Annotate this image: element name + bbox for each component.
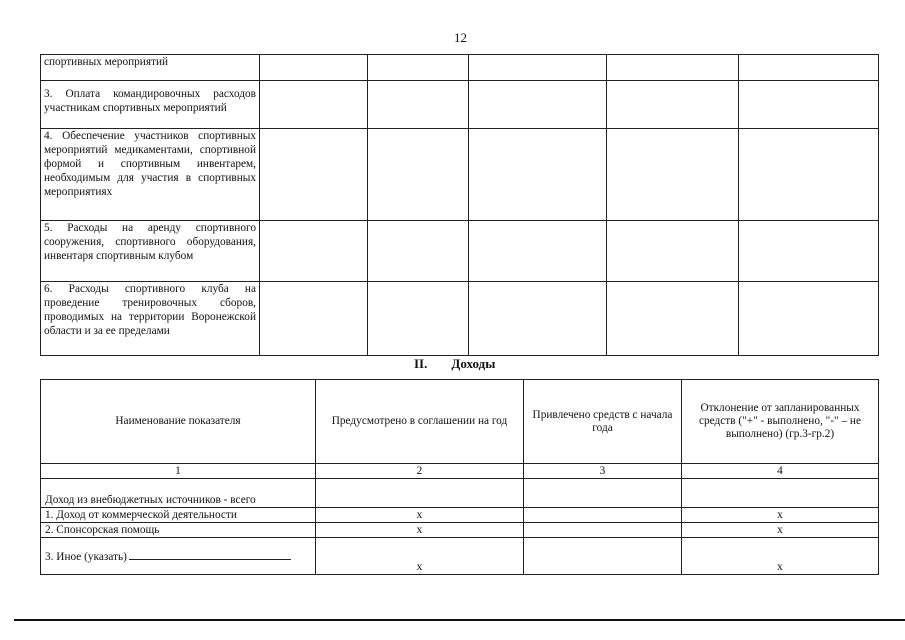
- column-header: Привлечено средств с начала года: [524, 380, 682, 464]
- income-label-cell: [41, 538, 316, 575]
- empty-cell: [260, 129, 368, 221]
- header-row: [41, 380, 879, 464]
- income-planned: х: [316, 508, 524, 523]
- empty-cell: [739, 221, 879, 282]
- column-number: 1: [41, 464, 316, 479]
- fill-in-line: [129, 548, 291, 560]
- empty-cell: [469, 55, 607, 81]
- expense-name-cell: [41, 81, 260, 129]
- table-row: [41, 81, 879, 129]
- table-row: [41, 221, 879, 282]
- column-number-row: [41, 464, 879, 479]
- expense-name-cell: [41, 221, 260, 282]
- empty-cell: [739, 55, 879, 81]
- section-number: II.: [414, 356, 428, 371]
- table-row: [41, 479, 879, 508]
- income-deviation: [682, 479, 879, 508]
- income-deviation: х: [682, 508, 879, 523]
- table-row: [41, 538, 879, 575]
- empty-cell: [469, 129, 607, 221]
- expense-name: 3. Оплата командировочных расходов участникам спортивных мероприятий: [44, 88, 256, 114]
- column-header: Отклонение от запланированных средств ("+" - выполнено, "-" – не выполнено) (гр.3-гр.2): [682, 380, 879, 464]
- empty-cell: [469, 282, 607, 356]
- empty-cell: [368, 55, 469, 81]
- expense-name-cell: [41, 55, 260, 81]
- empty-cell: [739, 129, 879, 221]
- column-number: 2: [316, 464, 524, 479]
- expense-name: спортивных мероприятий: [44, 56, 169, 68]
- table-row: [41, 55, 879, 81]
- empty-cell: [469, 81, 607, 129]
- income-planned: х: [316, 523, 524, 538]
- page-number: 12: [454, 30, 467, 45]
- income-raised: [524, 508, 682, 523]
- income-table: [40, 379, 879, 575]
- expense-name-cell: [41, 282, 260, 356]
- income-deviation: х: [682, 538, 879, 575]
- empty-cell: [368, 81, 469, 129]
- empty-cell: [607, 282, 739, 356]
- table-row: [41, 523, 879, 538]
- column-header: Наименование показателя: [41, 380, 316, 464]
- section-heading: [414, 356, 495, 372]
- expense-name: 6. Расходы спортивного клуба на проведение тренировочных сборов, проводимых на территории Воронежской области и за ее пределами: [44, 283, 256, 337]
- expense-name: 4. Обеспечение участников спортивных мероприятий медикаментами, спортивной формой и спортивным инвентарем, необходимым для участия в спортивных мероприятиях: [44, 130, 256, 198]
- income-planned: х: [316, 538, 524, 575]
- section-title: Доходы: [451, 356, 496, 371]
- income-label: Доход из внебюджетных источников - всего: [41, 479, 316, 508]
- empty-cell: [260, 282, 368, 356]
- income-planned: [316, 479, 524, 508]
- empty-cell: [469, 221, 607, 282]
- income-label: 2. Спонсорская помощь: [41, 523, 316, 538]
- income-raised: [524, 479, 682, 508]
- table-row: [41, 508, 879, 523]
- income-raised: [524, 523, 682, 538]
- bottom-rule: [14, 619, 905, 621]
- empty-cell: [260, 55, 368, 81]
- income-deviation: х: [682, 523, 879, 538]
- income-label: 3. Иное (указать): [45, 551, 127, 563]
- empty-cell: [607, 81, 739, 129]
- empty-cell: [739, 282, 879, 356]
- column-number: 4: [682, 464, 879, 479]
- empty-cell: [260, 81, 368, 129]
- table-row: [41, 282, 879, 356]
- column-header: Предусмотрено в соглашении на год: [316, 380, 524, 464]
- empty-cell: [607, 129, 739, 221]
- expense-name: 5. Расходы на аренду спортивного сооружения, спортивного оборудования, инвентаря спортивным клубом: [44, 222, 256, 262]
- empty-cell: [739, 81, 879, 129]
- empty-cell: [607, 221, 739, 282]
- income-label: 1. Доход от коммерческой деятельности: [41, 508, 316, 523]
- empty-cell: [368, 282, 469, 356]
- expense-name-cell: [41, 129, 260, 221]
- empty-cell: [607, 55, 739, 81]
- expenses-table: [40, 54, 879, 356]
- table-row: [41, 129, 879, 221]
- empty-cell: [368, 221, 469, 282]
- empty-cell: [260, 221, 368, 282]
- empty-cell: [368, 129, 469, 221]
- income-raised: [524, 538, 682, 575]
- column-number: 3: [524, 464, 682, 479]
